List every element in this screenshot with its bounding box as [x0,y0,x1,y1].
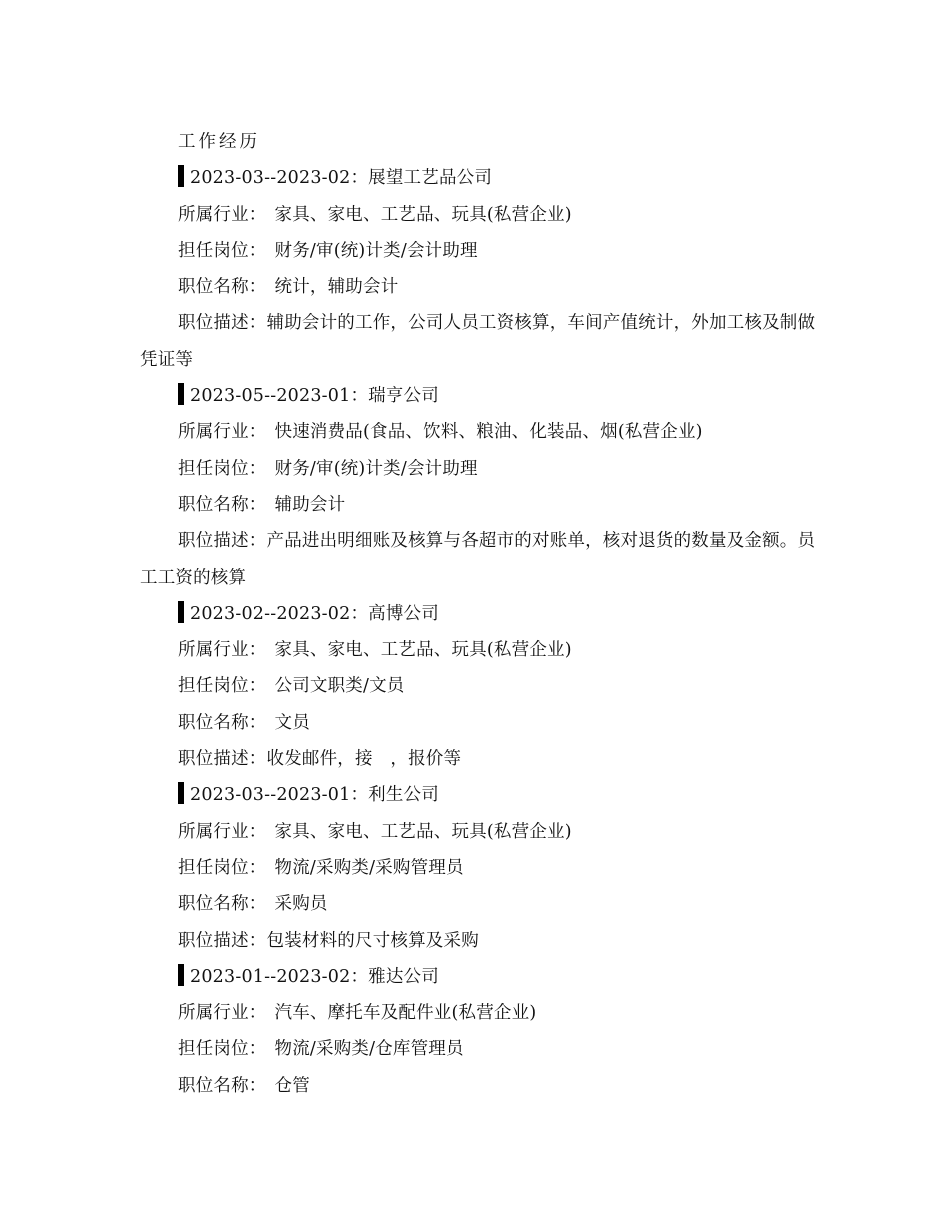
description-value: 产品进出明细账及核算与各超市的对账单，核对退货的数量及金额。员工工资的核算 [140,531,816,588]
job-header-text: 2023-01--2023-02：雅达公司 [190,966,439,987]
description-label: 职位描述： [178,531,267,552]
title-row [140,487,820,523]
resume-document [140,124,820,1104]
industry-row [140,995,820,1031]
job-entry [140,160,820,378]
bullet-bar-icon [178,964,184,986]
title-row [140,269,820,305]
industry-value: 家具、家电、工艺品、玩具(私营企业) [274,640,572,661]
industry-value: 家具、家电、工艺品、玩具(私营企业) [274,821,572,842]
position-label: 担任岗位： [178,676,267,697]
position-row [140,1031,820,1067]
title-value: 统计，辅助会计 [274,277,399,298]
position-label: 担任岗位： [178,458,267,479]
job-header-text: 2023-05--2023-01：瑞亨公司 [190,386,439,407]
title-label: 职位名称： [178,494,267,515]
description-row [140,305,820,378]
industry-value: 家具、家电、工艺品、玩具(私营企业) [274,204,572,225]
industry-value: 快速消费品(食品、饮料、粮油、化装品、烟(私营企业) [274,422,703,443]
job-header [140,959,820,995]
description-row [140,523,820,596]
title-label: 职位名称： [178,1075,267,1096]
job-header [140,596,820,632]
industry-label: 所属行业： [178,821,267,842]
job-header [140,378,820,414]
description-value: 辅助会计的工作，公司人员工资核算，车间产值统计，外加工核及制做凭证等 [140,313,816,370]
description-row [140,741,820,777]
job-header [140,777,820,813]
position-value: 财务/审(统)计类/会计助理 [274,458,478,479]
job-header [140,160,820,196]
position-row [140,233,820,269]
title-value: 仓管 [274,1075,310,1096]
title-label: 职位名称： [178,894,267,915]
job-entry [140,596,820,777]
industry-value: 汽车、摩托车及配件业(私营企业) [274,1003,537,1024]
bullet-bar-icon [178,165,184,187]
title-label: 职位名称： [178,712,267,733]
position-row [140,668,820,704]
industry-label: 所属行业： [178,640,267,661]
position-row [140,451,820,487]
position-label: 担任岗位： [178,1039,267,1060]
title-row [140,886,820,922]
position-value: 公司文职类/文员 [274,676,405,697]
job-header-text: 2023-03--2023-01：利生公司 [190,785,439,806]
job-entry [140,777,820,958]
position-row [140,850,820,886]
job-header-text: 2023-02--2023-02：高博公司 [190,603,439,624]
title-value: 辅助会计 [274,494,346,515]
position-value: 物流/采购类/采购管理员 [274,857,464,878]
job-header-text: 2023-03--2023-02：展望工艺品公司 [190,168,493,189]
bullet-bar-icon [178,782,184,804]
industry-label: 所属行业： [178,1003,267,1024]
bullet-bar-icon [178,601,184,623]
title-label: 职位名称： [178,277,267,298]
description-label: 职位描述： [178,930,267,951]
industry-label: 所属行业： [178,422,267,443]
industry-row [140,814,820,850]
bullet-bar-icon [178,383,184,405]
description-value: 包装材料的尺寸核算及采购 [266,930,479,951]
title-row [140,705,820,741]
title-value: 文员 [274,712,310,733]
description-value: 收发邮件，接 ，报价等 [266,749,462,770]
title-value: 采购员 [274,894,328,915]
position-value: 物流/采购类/仓库管理员 [274,1039,464,1060]
industry-row [140,414,820,450]
position-label: 担任岗位： [178,240,267,261]
description-label: 职位描述： [178,749,267,770]
industry-row [140,632,820,668]
title-row [140,1068,820,1104]
position-label: 担任岗位： [178,857,267,878]
industry-row [140,197,820,233]
description-label: 职位描述： [178,313,267,334]
job-entry [140,378,820,596]
job-entry [140,959,820,1104]
section-title: 工作经历 [178,132,260,152]
description-row [140,923,820,959]
position-value: 财务/审(统)计类/会计助理 [274,240,478,261]
industry-label: 所属行业： [178,204,267,225]
